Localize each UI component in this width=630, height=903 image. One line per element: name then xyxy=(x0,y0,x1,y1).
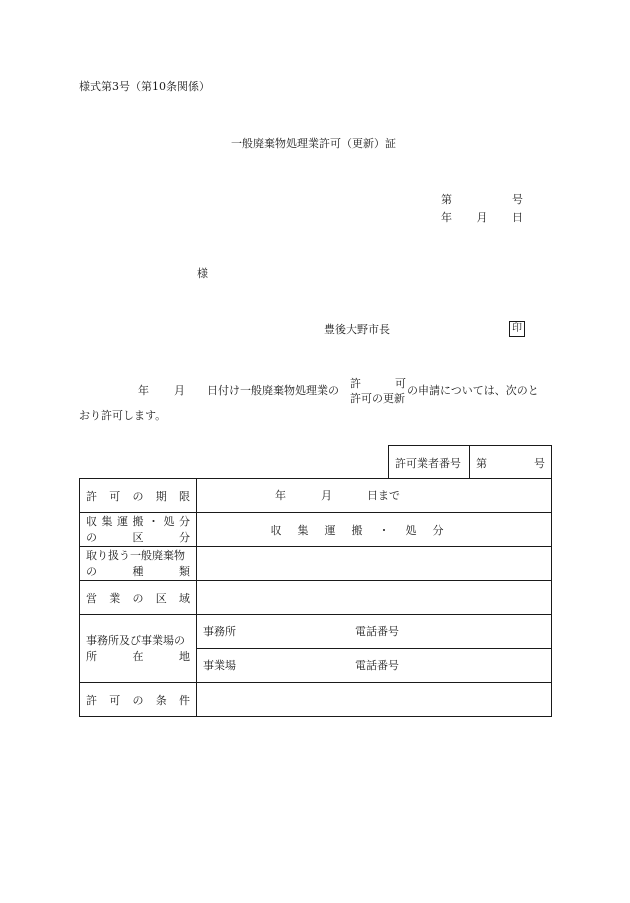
label-char: 種 xyxy=(132,564,144,578)
period-month: 月 xyxy=(321,488,332,502)
row-waste-type xyxy=(80,547,552,581)
label-char: の xyxy=(86,530,97,544)
date-month: 月 xyxy=(476,211,488,224)
site-phone-label: 電話番号 xyxy=(355,658,399,672)
value-waste-type xyxy=(197,547,552,581)
value-office xyxy=(197,615,552,649)
label-char: 限 xyxy=(179,489,190,503)
body-month: 月 xyxy=(174,384,185,397)
row-business-area xyxy=(80,581,552,615)
period-tail: 日まで xyxy=(367,488,400,502)
value-char: 集 xyxy=(297,523,309,537)
label-conditions xyxy=(80,683,197,717)
label-char: 業 xyxy=(109,591,121,605)
value-char: 分 xyxy=(432,523,444,537)
label-char: 域 xyxy=(179,591,190,605)
value-conditions xyxy=(197,683,552,717)
label-char: 収 xyxy=(86,514,97,528)
body-date-prefix: 日付け一般廃棄物処理業の xyxy=(207,384,339,397)
site-label: 事業場 xyxy=(203,658,236,672)
label-char: 営 xyxy=(86,591,97,605)
row-conditions xyxy=(80,683,552,717)
label-char: 期 xyxy=(155,489,167,503)
label-char: の xyxy=(132,489,144,503)
label-permit-period xyxy=(80,479,197,513)
doc-number-prefix: 第 xyxy=(441,193,452,206)
body-line1-tail: の申請については、次のと xyxy=(407,384,539,397)
office-phone-label: 電話番号 xyxy=(355,624,399,638)
permit-number-label: 許可業者番号 xyxy=(389,446,470,480)
label-char: 区 xyxy=(155,591,167,605)
label-char: 処 xyxy=(163,514,175,528)
label-char: 類 xyxy=(179,564,190,578)
issue-date xyxy=(441,212,523,223)
label-location xyxy=(80,615,197,683)
option-top-right: 可 xyxy=(395,377,406,390)
row-permit-period xyxy=(80,479,552,513)
label-waste-type xyxy=(80,547,197,581)
document-title: 一般廃棄物処理業許可（更新）証 xyxy=(231,137,396,150)
option-bottom: 許可の更新 xyxy=(350,392,405,405)
row-category xyxy=(80,513,552,547)
form-number: 様式第3号（第10条関係） xyxy=(79,80,210,93)
date-year: 年 xyxy=(441,211,452,224)
label-char: の xyxy=(86,564,97,578)
permit-number-header xyxy=(388,445,552,479)
label-char: 地 xyxy=(179,649,190,663)
value-category xyxy=(197,513,552,547)
date-day: 日 xyxy=(512,211,523,224)
doc-number-suffix: 号 xyxy=(512,193,523,206)
label-char: 運 xyxy=(117,514,128,528)
label-char: 区 xyxy=(132,530,144,544)
label-char: 可 xyxy=(109,489,121,503)
permit-details-table xyxy=(79,478,552,717)
label-text: 取り扱う一般廃棄物 xyxy=(86,548,185,562)
label-text: 事務所及び事業場の xyxy=(86,633,185,647)
label-char: 件 xyxy=(179,693,190,707)
row-office xyxy=(80,615,552,649)
option-top-left: 許 xyxy=(350,377,361,390)
addressee-suffix: 様 xyxy=(197,267,208,280)
value-char: 搬 xyxy=(351,523,363,537)
period-year: 年 xyxy=(275,488,286,502)
value-permit-period xyxy=(197,479,552,513)
label-char: 許 xyxy=(86,489,97,503)
label-char: の xyxy=(132,693,144,707)
label-char: 条 xyxy=(155,693,167,707)
value-char: 収 xyxy=(270,523,282,537)
value-site xyxy=(197,649,552,683)
body-year: 年 xyxy=(138,384,149,397)
label-char: 集 xyxy=(101,514,113,528)
label-char: 分 xyxy=(179,514,190,528)
label-category xyxy=(80,513,197,547)
permit-number-suffix: 号 xyxy=(534,456,545,470)
label-char: 搬 xyxy=(132,514,144,528)
label-char: ・ xyxy=(148,514,159,528)
label-business-area xyxy=(80,581,197,615)
value-char: ・ xyxy=(378,523,390,537)
seal-mark: 印 xyxy=(509,321,525,337)
label-char: 所 xyxy=(86,649,97,663)
label-char: 可 xyxy=(109,693,121,707)
label-char: 在 xyxy=(132,649,144,663)
label-char: 許 xyxy=(86,693,97,707)
value-business-area xyxy=(197,581,552,615)
permit-number-cell xyxy=(470,446,552,480)
permit-number-prefix: 第 xyxy=(476,456,487,470)
office-label: 事務所 xyxy=(203,624,236,638)
body-line2: おり許可します。 xyxy=(79,409,167,422)
value-char: 処 xyxy=(405,523,417,537)
document-number xyxy=(441,194,523,205)
issuer-name: 豊後大野市長 xyxy=(324,323,390,336)
value-char: 運 xyxy=(324,523,336,537)
label-char: 分 xyxy=(179,530,190,544)
label-char: の xyxy=(132,591,144,605)
